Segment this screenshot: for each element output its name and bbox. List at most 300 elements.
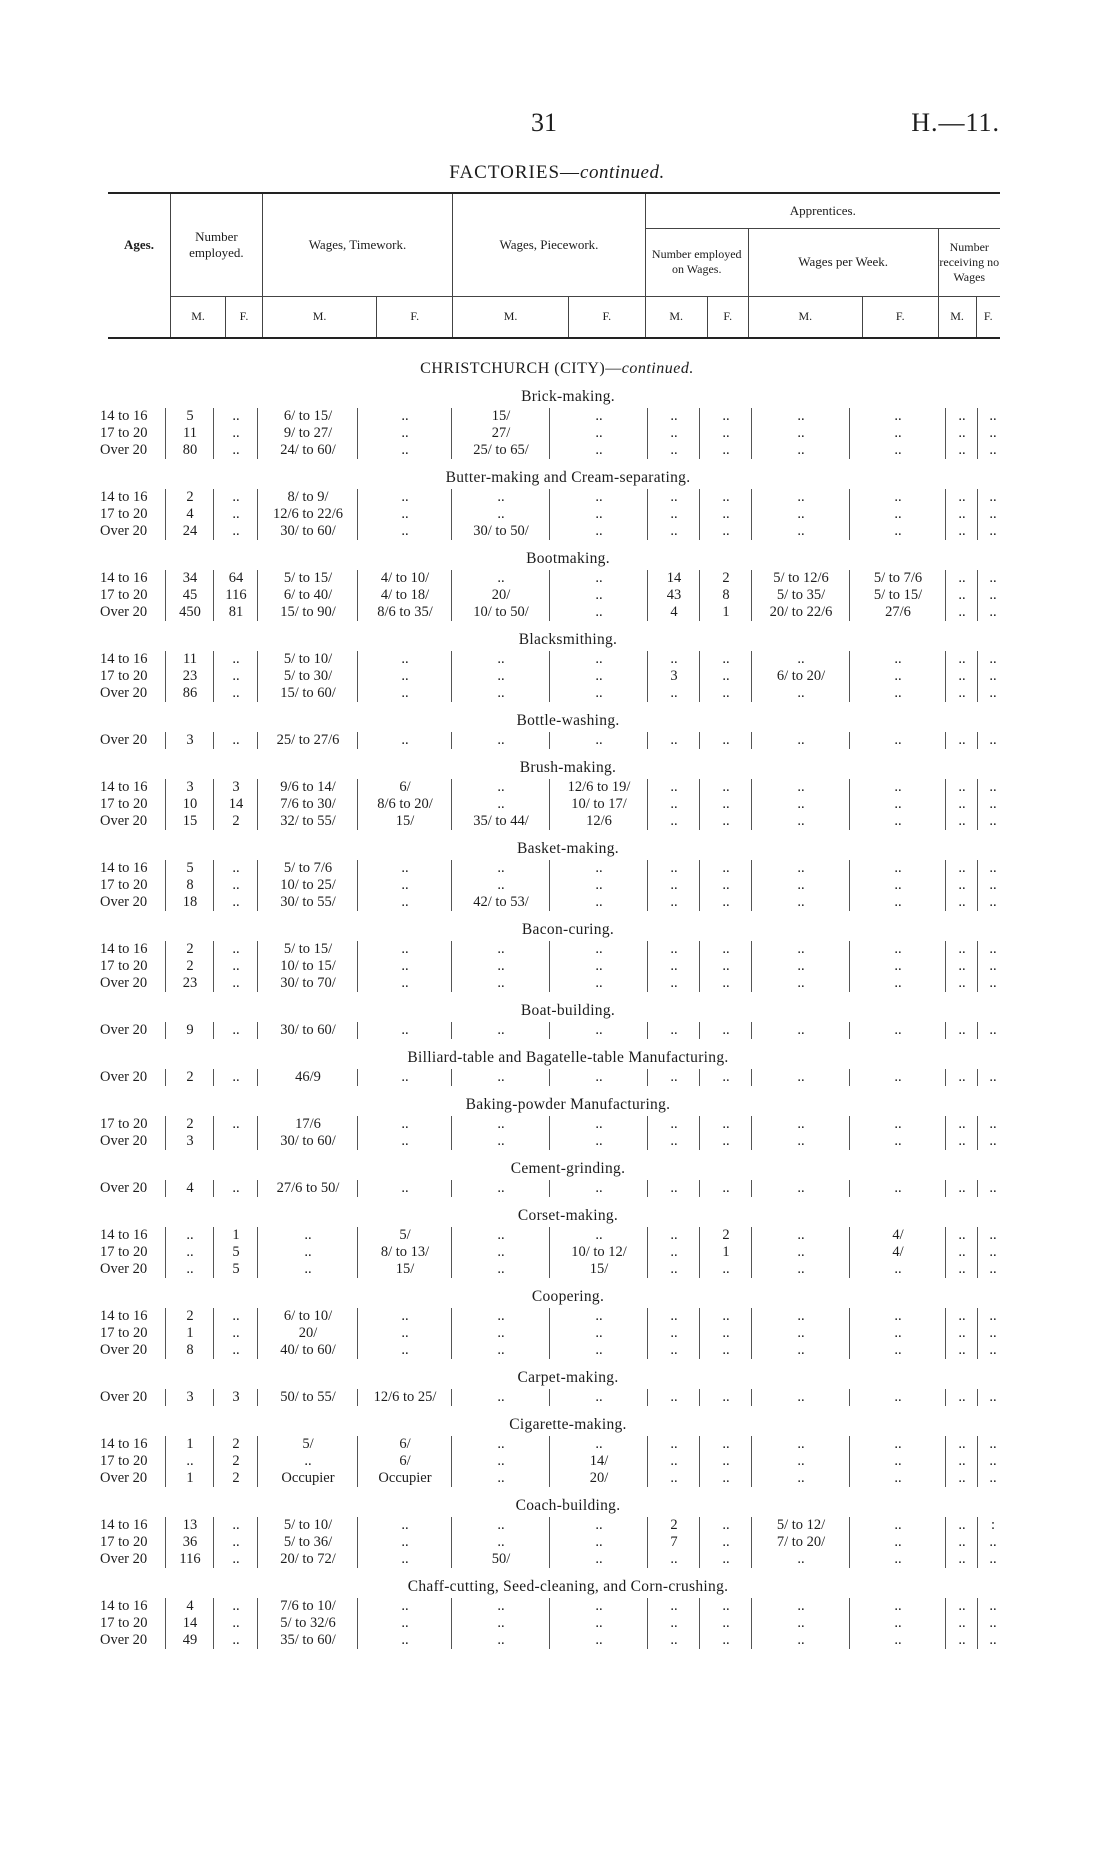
age-cell: 17 to 20 xyxy=(100,1244,148,1260)
table-cell: .. xyxy=(497,796,505,812)
table-cell: .. xyxy=(894,523,902,539)
table-cell: .. xyxy=(186,1453,194,1469)
table-cell: .. xyxy=(958,1389,966,1405)
column-rule xyxy=(165,779,166,830)
table-cell: 6/ to 40/ xyxy=(283,587,333,603)
table-cell: 20/ to 72/ xyxy=(280,1551,336,1567)
column-rule xyxy=(357,1227,358,1278)
column-rule xyxy=(751,651,752,702)
column-rule xyxy=(699,1517,700,1568)
table-cell: 6/ to 10/ xyxy=(283,1308,333,1324)
table-cell: .. xyxy=(401,489,409,505)
column-rule xyxy=(451,1598,452,1649)
table-cell: .. xyxy=(722,1342,730,1358)
table-cell: .. xyxy=(670,1325,678,1341)
column-rule xyxy=(257,1598,258,1649)
table-cell: 5/ to 30/ xyxy=(283,668,333,684)
age-cell: 14 to 16 xyxy=(100,1517,148,1533)
column-rule xyxy=(357,570,358,621)
table-cell: .. xyxy=(670,732,678,748)
table-cell: .. xyxy=(722,813,730,829)
table-cell: .. xyxy=(232,408,240,424)
column-rule xyxy=(165,1389,166,1406)
column-rule xyxy=(977,1022,978,1039)
table-cell: .. xyxy=(401,1022,409,1038)
table-cell: 24 xyxy=(182,523,198,539)
table-cell: .. xyxy=(595,685,603,701)
table-cell: 81 xyxy=(228,604,244,620)
table-cell: 34 xyxy=(182,570,198,586)
table-cell: 10/ to 25/ xyxy=(280,877,336,893)
column-rule xyxy=(849,651,850,702)
header-f: F. xyxy=(377,296,453,338)
table-cell: 14 xyxy=(228,796,244,812)
table-cell: 20/ xyxy=(491,587,511,603)
table-cell: .. xyxy=(797,941,805,957)
age-cell: Over 20 xyxy=(100,1133,148,1149)
table-cell: .. xyxy=(670,489,678,505)
table-cell: .. xyxy=(958,1069,966,1085)
table-cell: .. xyxy=(722,1517,730,1533)
table-cell: 30/ to 50/ xyxy=(473,523,529,539)
table-cell: .. xyxy=(670,894,678,910)
table-cell: .. xyxy=(595,523,603,539)
table-row xyxy=(100,1022,1000,1039)
table-cell: .. xyxy=(401,1342,409,1358)
table-cell: .. xyxy=(797,1325,805,1341)
age-cell: Over 20 xyxy=(100,442,148,458)
table-cell: .. xyxy=(722,489,730,505)
table-cell: .. xyxy=(401,1632,409,1648)
header-f: F. xyxy=(568,296,645,338)
table-cell: 4 xyxy=(186,1598,194,1614)
table-cell: .. xyxy=(989,1133,997,1149)
table-cell: .. xyxy=(401,877,409,893)
table-cell: .. xyxy=(497,570,505,586)
table-cell: 40/ to 60/ xyxy=(280,1342,336,1358)
column-rule xyxy=(699,1227,700,1278)
column-rule xyxy=(977,1598,978,1649)
table-cell: .. xyxy=(989,587,997,603)
column-rule xyxy=(213,732,214,749)
table-cell: .. xyxy=(894,1261,902,1277)
column-rule xyxy=(257,1389,258,1406)
column-rule xyxy=(699,1308,700,1359)
table-cell: 6/ xyxy=(399,779,411,795)
table-cell: .. xyxy=(722,877,730,893)
column-rule xyxy=(257,570,258,621)
column-rule xyxy=(699,1180,700,1197)
column-rule xyxy=(977,779,978,830)
header-ages: Ages. xyxy=(108,193,171,296)
table-cell: 7/6 to 30/ xyxy=(280,796,336,812)
table-cell: .. xyxy=(401,941,409,957)
table-cell: .. xyxy=(989,1470,997,1486)
column-rule xyxy=(751,1227,752,1278)
table-cell: 9/6 to 14/ xyxy=(280,779,336,795)
table-row xyxy=(100,779,1000,796)
table-cell: .. xyxy=(722,506,730,522)
table-cell: 5/ to 15/ xyxy=(283,570,333,586)
column-rule xyxy=(647,651,648,702)
age-cell: Over 20 xyxy=(100,1022,148,1038)
table-cell: 6/ xyxy=(399,1436,411,1452)
table-cell: .. xyxy=(401,506,409,522)
table-cell: 3 xyxy=(232,779,240,795)
age-cell: 14 to 16 xyxy=(100,779,148,795)
column-rule xyxy=(213,941,214,992)
column-rule xyxy=(977,732,978,749)
table-cell: .. xyxy=(722,975,730,991)
industry-title: Carpet-making. xyxy=(517,1369,619,1386)
table-cell: .. xyxy=(797,1261,805,1277)
table-cell: .. xyxy=(497,1517,505,1533)
column-rule xyxy=(165,489,166,540)
column-rule xyxy=(647,941,648,992)
table-cell: .. xyxy=(989,1436,997,1452)
header-apprentices: Apprentices. xyxy=(645,193,1000,228)
table-cell: 15/ xyxy=(491,408,511,424)
column-rule xyxy=(647,1022,648,1039)
column-rule xyxy=(977,489,978,540)
table-cell: 42/ to 53/ xyxy=(473,894,529,910)
column-rule xyxy=(945,1180,946,1197)
table-cell: 2 xyxy=(186,958,194,974)
table-cell: .. xyxy=(497,1022,505,1038)
column-rule xyxy=(647,489,648,540)
table-cell: .. xyxy=(989,1598,997,1614)
table-cell: .. xyxy=(670,1308,678,1324)
table-cell: .. xyxy=(894,941,902,957)
table-cell: .. xyxy=(797,1227,805,1243)
table-cell: .. xyxy=(797,1453,805,1469)
table-cell: .. xyxy=(958,1227,966,1243)
table-cell: .. xyxy=(797,506,805,522)
column-rule xyxy=(451,1022,452,1039)
table-cell: .. xyxy=(894,408,902,424)
table-cell: .. xyxy=(497,958,505,974)
table-cell: 50/ xyxy=(491,1551,511,1567)
age-cell: Over 20 xyxy=(100,1261,148,1277)
column-rule xyxy=(945,1517,946,1568)
table-row xyxy=(100,941,1000,958)
column-rule xyxy=(647,570,648,621)
age-cell: Over 20 xyxy=(100,894,148,910)
table-row xyxy=(100,1244,1000,1261)
column-rule xyxy=(945,570,946,621)
table-cell: 20/ xyxy=(589,1470,609,1486)
table-cell: 12/6 to 22/6 xyxy=(272,506,344,522)
table-cell: .. xyxy=(958,877,966,893)
column-rule xyxy=(699,1598,700,1649)
table-cell: .. xyxy=(989,1615,997,1631)
column-rule xyxy=(699,1389,700,1406)
column-rule xyxy=(165,732,166,749)
age-cell: 14 to 16 xyxy=(100,408,148,424)
table-cell: .. xyxy=(958,1308,966,1324)
table-cell: .. xyxy=(670,1227,678,1243)
table-cell: .. xyxy=(722,685,730,701)
column-rule xyxy=(257,1022,258,1039)
table-cell: .. xyxy=(989,1022,997,1038)
table-cell: .. xyxy=(497,1244,505,1260)
table-row xyxy=(100,1615,1000,1632)
table-cell: .. xyxy=(595,1069,603,1085)
column-rule xyxy=(165,1517,166,1568)
column-rule xyxy=(751,1436,752,1487)
table-cell: 4/ to 10/ xyxy=(380,570,430,586)
table-cell: .. xyxy=(958,685,966,701)
industry-section xyxy=(100,1288,1000,1369)
table-cell: .. xyxy=(401,651,409,667)
table-cell: .. xyxy=(958,1325,966,1341)
column-rule xyxy=(699,570,700,621)
table-cell: .. xyxy=(722,651,730,667)
table-row xyxy=(100,668,1000,685)
column-rule xyxy=(257,408,258,459)
table-cell: 24/ to 60/ xyxy=(280,442,336,458)
table-cell: .. xyxy=(894,1069,902,1085)
table-cell: .. xyxy=(670,958,678,974)
industry-section xyxy=(100,1416,1000,1497)
table-cell: .. xyxy=(401,442,409,458)
industry-section xyxy=(100,1369,1000,1416)
column-rule xyxy=(699,941,700,992)
column-rule xyxy=(165,1436,166,1487)
table-cell: 36 xyxy=(182,1534,198,1550)
column-rule xyxy=(849,1227,850,1278)
table-cell: .. xyxy=(894,860,902,876)
table-cell: .. xyxy=(401,1534,409,1550)
table-cell: .. xyxy=(670,1116,678,1132)
table-cell: .. xyxy=(595,975,603,991)
column-rule xyxy=(751,1389,752,1406)
table-cell: .. xyxy=(722,1453,730,1469)
table-cell: .. xyxy=(722,408,730,424)
table-cell: .. xyxy=(670,860,678,876)
table-cell: .. xyxy=(958,408,966,424)
table-cell: 5/ to 35/ xyxy=(776,587,826,603)
table-cell: .. xyxy=(958,1517,966,1533)
table-cell: 12/6 xyxy=(586,813,612,829)
table-cell: .. xyxy=(722,1069,730,1085)
industry-section xyxy=(100,1578,1000,1659)
age-cell: 14 to 16 xyxy=(100,860,148,876)
table-row xyxy=(100,813,1000,830)
industry-title: Bottle-washing. xyxy=(516,712,620,729)
age-cell: 17 to 20 xyxy=(100,425,148,441)
column-rule xyxy=(165,570,166,621)
table-cell: .. xyxy=(722,1389,730,1405)
table-cell: .. xyxy=(722,1325,730,1341)
table-cell: .. xyxy=(722,732,730,748)
table-cell: .. xyxy=(797,1342,805,1358)
industry-section xyxy=(100,1207,1000,1288)
table-row xyxy=(100,1261,1000,1278)
table-cell: .. xyxy=(722,1116,730,1132)
table-cell: .. xyxy=(989,1551,997,1567)
table-cell: 4 xyxy=(670,604,678,620)
header-wages-timework: Wages, Timework. xyxy=(262,193,452,296)
table-cell: .. xyxy=(401,425,409,441)
column-rule xyxy=(357,1308,358,1359)
table-cell: .. xyxy=(232,668,240,684)
table-cell: .. xyxy=(401,1517,409,1533)
table-cell: .. xyxy=(797,796,805,812)
table-cell: .. xyxy=(670,1133,678,1149)
table-cell: .. xyxy=(958,894,966,910)
table-row xyxy=(100,1470,1000,1487)
header-m: M. xyxy=(453,296,569,338)
table-cell: .. xyxy=(232,894,240,910)
table-cell: .. xyxy=(722,1470,730,1486)
table-cell: .. xyxy=(304,1227,312,1243)
age-cell: Over 20 xyxy=(100,1632,148,1648)
table-cell: .. xyxy=(894,813,902,829)
caption-italic: continued. xyxy=(580,162,665,183)
table-cell: 5/ to 10/ xyxy=(283,1517,333,1533)
table-cell: .. xyxy=(232,941,240,957)
age-cell: Over 20 xyxy=(100,523,148,539)
column-rule xyxy=(945,1116,946,1150)
table-cell: .. xyxy=(497,1133,505,1149)
age-cell: 17 to 20 xyxy=(100,958,148,974)
table-cell: .. xyxy=(958,860,966,876)
age-cell: 14 to 16 xyxy=(100,1436,148,1452)
table-cell: .. xyxy=(797,1022,805,1038)
table-row xyxy=(100,1325,1000,1342)
table-cell: 8/6 to 20/ xyxy=(377,796,433,812)
table-row xyxy=(100,796,1000,813)
table-cell: .. xyxy=(722,958,730,974)
table-cell: .. xyxy=(232,1534,240,1550)
column-rule xyxy=(165,1598,166,1649)
column-rule xyxy=(945,1227,946,1278)
table-cell: 50/ to 55/ xyxy=(280,1389,336,1405)
column-rule xyxy=(165,1308,166,1359)
table-row xyxy=(100,1116,1000,1133)
column-rule xyxy=(213,1227,214,1278)
header-m: M. xyxy=(262,296,377,338)
table-cell: Occupier xyxy=(281,1470,335,1486)
column-rule xyxy=(213,1389,214,1406)
industry-title: Cement-grinding. xyxy=(510,1160,626,1177)
column-rule xyxy=(213,408,214,459)
table-row xyxy=(100,408,1000,425)
table-cell: .. xyxy=(797,732,805,748)
table-cell: 10/ to 12/ xyxy=(571,1244,627,1260)
column-rule xyxy=(849,779,850,830)
table-cell: .. xyxy=(894,1598,902,1614)
table-cell: .. xyxy=(232,506,240,522)
table-cell: .. xyxy=(958,941,966,957)
table-cell: .. xyxy=(186,1261,194,1277)
table-cell: 25/ to 27/6 xyxy=(276,732,340,748)
table-cell: .. xyxy=(894,779,902,795)
column-rule xyxy=(357,489,358,540)
table-cell: 8 xyxy=(722,587,730,603)
table-cell: 64 xyxy=(228,570,244,586)
column-rule xyxy=(977,1517,978,1568)
column-rule xyxy=(549,1022,550,1039)
table-cell: .. xyxy=(670,1342,678,1358)
table-cell: 5/ to 15/ xyxy=(873,587,923,603)
table-cell: .. xyxy=(958,796,966,812)
table-cell: .. xyxy=(989,1632,997,1648)
table-cell: 8/6 to 35/ xyxy=(377,604,433,620)
table-cell: .. xyxy=(595,1116,603,1132)
column-rule xyxy=(945,1389,946,1406)
table-cell: .. xyxy=(894,1615,902,1631)
table-cell: .. xyxy=(232,1551,240,1567)
table-cell: 4/ xyxy=(892,1227,904,1243)
table-cell: .. xyxy=(989,685,997,701)
table-cell: 10/ to 17/ xyxy=(571,796,627,812)
table-cell: 9 xyxy=(186,1022,194,1038)
table-cell: .. xyxy=(894,1325,902,1341)
table-cell: 25/ to 65/ xyxy=(473,442,529,458)
column-rule xyxy=(357,1436,358,1487)
table-cell: 450 xyxy=(179,604,201,620)
table-cell: .. xyxy=(497,975,505,991)
column-rule xyxy=(751,779,752,830)
table-cell: .. xyxy=(797,1389,805,1405)
table-cell: 30/ to 55/ xyxy=(280,894,336,910)
table-cell: .. xyxy=(797,958,805,974)
table-cell: .. xyxy=(670,779,678,795)
table-cell: .. xyxy=(595,1133,603,1149)
table-cell: .. xyxy=(497,1470,505,1486)
age-cell: Over 20 xyxy=(100,604,148,620)
document-reference: H.—11. xyxy=(911,108,1000,137)
column-rule xyxy=(647,1180,648,1197)
table-row xyxy=(100,958,1000,975)
column-rule xyxy=(257,1308,258,1359)
column-rule xyxy=(165,651,166,702)
table-cell: .. xyxy=(401,668,409,684)
column-rule xyxy=(977,941,978,992)
table-row xyxy=(100,732,1000,749)
column-rule xyxy=(257,1069,258,1086)
age-cell: 17 to 20 xyxy=(100,877,148,893)
industry-title: Billiard-table and Bagatelle-table Manufacturing. xyxy=(407,1049,729,1066)
table-cell: .. xyxy=(497,1325,505,1341)
column-rule xyxy=(647,1436,648,1487)
industry-title: Bacon-curing. xyxy=(521,921,615,938)
age-cell: 14 to 16 xyxy=(100,489,148,505)
column-rule xyxy=(647,1389,648,1406)
column-rule xyxy=(751,489,752,540)
table-cell: .. xyxy=(670,1389,678,1405)
table-cell: .. xyxy=(595,1615,603,1631)
table-cell: .. xyxy=(232,1615,240,1631)
table-cell: .. xyxy=(497,860,505,876)
column-rule xyxy=(699,732,700,749)
table-cell: .. xyxy=(894,1436,902,1452)
table-cell: 2 xyxy=(186,1308,194,1324)
table-cell: 23 xyxy=(182,668,198,684)
age-cell: Over 20 xyxy=(100,1342,148,1358)
table-cell: 2 xyxy=(232,1436,240,1452)
column-rule xyxy=(257,1116,258,1150)
table-cell: .. xyxy=(497,1069,505,1085)
table-cell: .. xyxy=(595,958,603,974)
table-row xyxy=(100,523,1000,540)
table-cell: 8/ to 9/ xyxy=(287,489,329,505)
table-cell: .. xyxy=(232,732,240,748)
table-cell: 43 xyxy=(666,587,682,603)
table-cell: 2 xyxy=(186,489,194,505)
